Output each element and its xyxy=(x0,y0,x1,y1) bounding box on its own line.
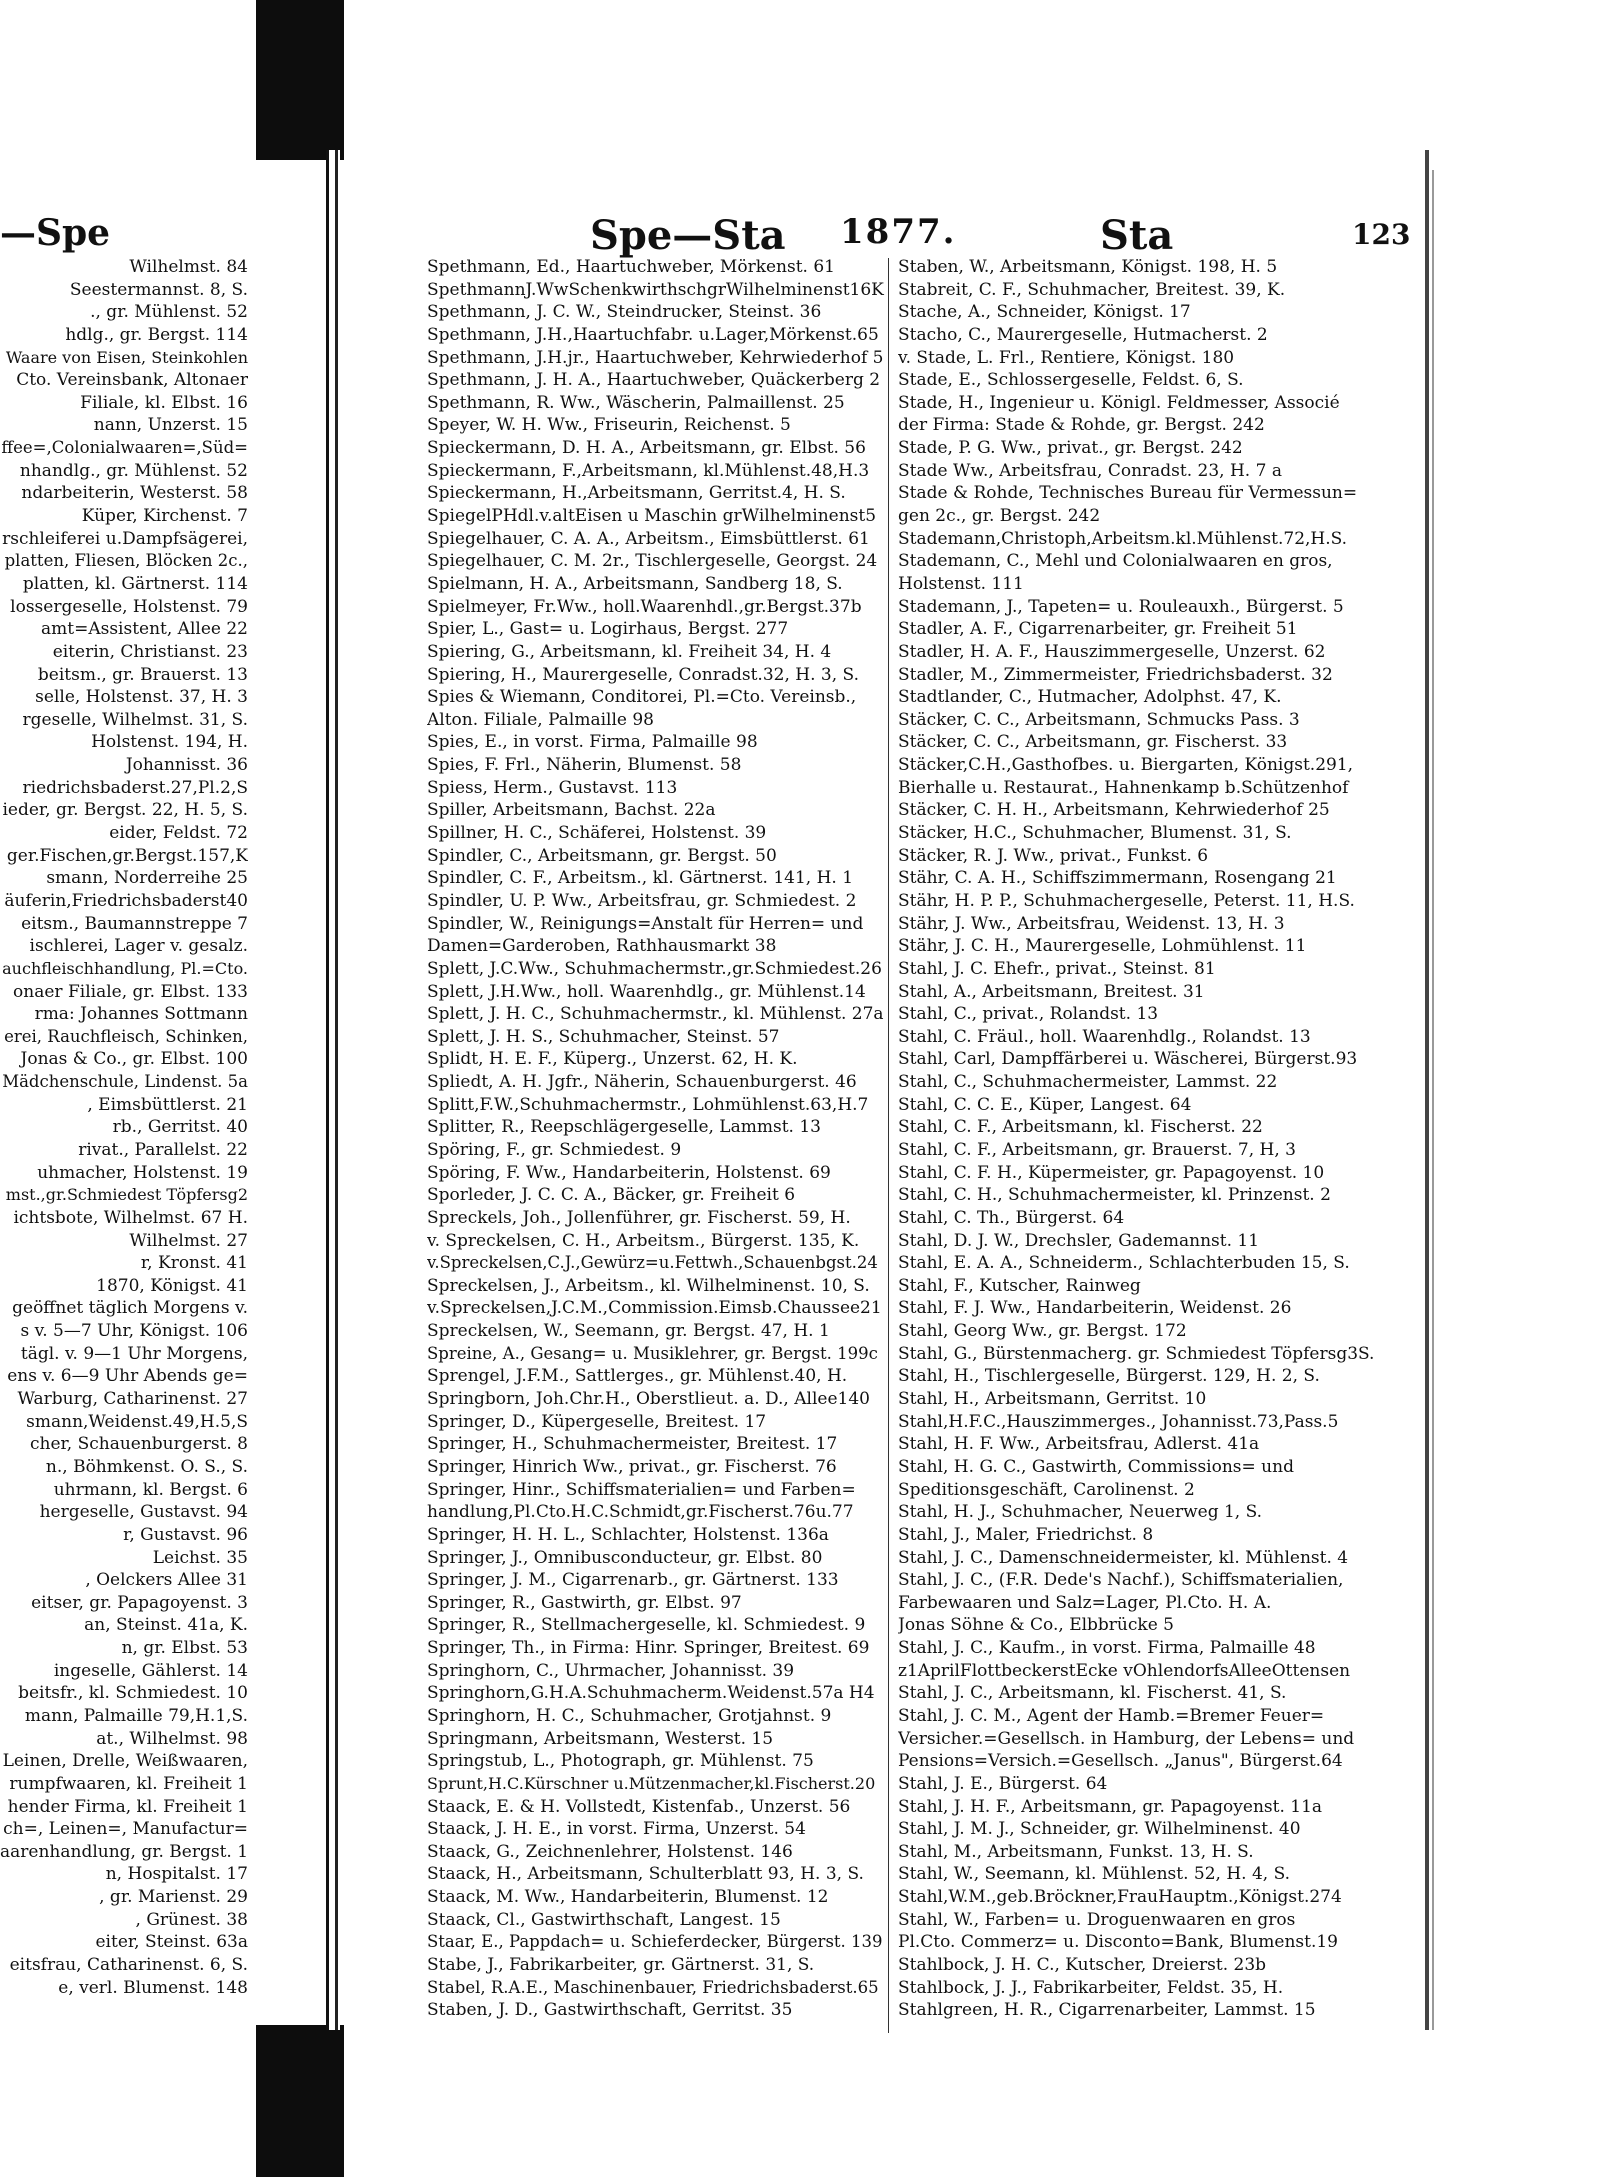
directory-entry-line: Stahl,W.M.,geb.Bröckner,FrauHauptm.,Königst.274 xyxy=(898,1887,1342,1908)
directory-entry-line: Johannisst. 36 xyxy=(125,755,248,776)
directory-entry-line: rumpfwaaren, kl. Freiheit 1 xyxy=(9,1773,248,1794)
directory-entry-line: eitsfrau, Catharinenst. 6, S. xyxy=(9,1955,248,1976)
directory-entry-line: v. Stade, L. Frl., Rentiere, Königst. 180 xyxy=(898,347,1235,368)
directory-entry-line: Stahl, A., Arbeitsmann, Breitest. 31 xyxy=(898,981,1205,1002)
page-number: 123 xyxy=(1352,218,1411,251)
directory-entry-line: Stademann,Christoph,Arbeitsm.kl.Mühlenst.72,H.S. xyxy=(898,528,1348,549)
directory-entry-line: aarenhandlung, gr. Bergst. 1 xyxy=(0,1841,248,1862)
directory-entry-line: Springer, J., Omnibusconducteur, gr. Elbst. 80 xyxy=(427,1547,823,1568)
directory-entry-line: Stahl, W., Farben= u. Droguenwaaren en gros xyxy=(898,1909,1296,1930)
directory-entry-line: Spethmann, J.H.jr., Haartuchweber, Kehrwiederhof 5 xyxy=(427,347,884,368)
directory-entry-line: Stahl, C. H., Schuhmachermeister, kl. Prinzenst. 2 xyxy=(898,1185,1331,1206)
directory-entry-line: geöffnet täglich Morgens v. xyxy=(12,1298,248,1319)
directory-entry-line: Sprunt,H.C.Kürschner u.Mützenmacher,kl.Fischerst.20 xyxy=(427,1773,876,1793)
directory-entry-line: e, verl. Blumenst. 148 xyxy=(58,1977,248,1998)
directory-entry-line: ger.Fischen,gr.Bergst.157,K xyxy=(6,845,248,866)
directory-entry-line: Springhorn, H. C., Schuhmacher, Grotjahnst. 9 xyxy=(427,1706,832,1726)
directory-entry-line: Springer, R., Stellmachergeselle, kl. Schmiedest. 9 xyxy=(427,1615,866,1636)
directory-entry-line: Spies & Wiemann, Conditorei, Pl.=Cto. Vereinsb., xyxy=(427,687,857,708)
directory-entry-line: Stäcker, R. J. Ww., privat., Funkst. 6 xyxy=(898,845,1209,866)
directory-entry-line: Stahl, H. G. C., Gastwirth, Commissions= und xyxy=(898,1456,1294,1477)
directory-entry-line: Spethmann, J.H.,Haartuchfabr. u.Lager,Mörkenst.65 xyxy=(427,324,879,345)
directory-entry-line: Spreckelsen, J., Arbeitsm., kl. Wilhelminenst. 10, S. xyxy=(427,1275,870,1296)
column-divider xyxy=(888,258,889,2033)
directory-entry-line: Speyer, W. H. Ww., Friseurin, Reichenst. 5 xyxy=(427,415,791,436)
directory-entry-line: ndarbeiterin, Westerst. 58 xyxy=(21,483,248,504)
directory-entry-line: Springhorn, C., Uhrmacher, Johannisst. 39 xyxy=(427,1660,795,1681)
left-page-header: —Spe xyxy=(0,212,111,254)
directory-entry-line: at., Wilhelmst. 98 xyxy=(96,1728,248,1749)
directory-entry-line: uhrmann, kl. Bergst. 6 xyxy=(53,1479,248,1500)
binding-shadow-bottom xyxy=(256,2025,344,2177)
directory-entry-line: Spieckermann, H.,Arbeitsmann, Gerritst.4, H. S. xyxy=(427,483,846,504)
directory-entry-line: v. Spreckelsen, C. H., Arbeitsm., Bürgerst. 135, K. xyxy=(427,1230,860,1251)
directory-entry-line: n., Böhmkenst. O. S., S. xyxy=(45,1456,248,1477)
directory-entry-line: hender Firma, kl. Freiheit 1 xyxy=(7,1796,248,1817)
directory-entry-line: Splidt, H. E. F., Küperg., Unzerst. 62, H. K. xyxy=(427,1049,798,1070)
directory-entry-line: rma: Johannes Sottmann xyxy=(34,1004,248,1025)
directory-entry-line: Stadtlander, C., Hutmacher, Adolphst. 47, K. xyxy=(898,687,1282,708)
directory-entry-line: beitsfr., kl. Schmiedest. 10 xyxy=(18,1683,248,1704)
directory-entry-line: erei, Rauchfleisch, Schinken, xyxy=(4,1026,248,1046)
directory-entry-line: Springer, H. H. L., Schlachter, Holstenst. 136a xyxy=(427,1524,829,1545)
directory-entry-line: Spieckermann, D. H. A., Arbeitsmann, gr. Elbst. 56 xyxy=(427,438,866,459)
directory-entry-line: Stahl, F. J. Ww., Handarbeiterin, Weidenst. 26 xyxy=(898,1298,1292,1319)
directory-entry-line: Staben, J. D., Gastwirthschaft, Gerritst. 35 xyxy=(427,2000,793,2021)
directory-entry-line: Staar, E., Pappdach= u. Schieferdecker, Bürgerst. 139 xyxy=(427,1932,883,1952)
directory-entry-line: Spiller, Arbeitsmann, Bachst. 22a xyxy=(427,800,716,821)
directory-entry-line: Stahl, C. F., Arbeitsmann, gr. Brauerst. 7, H, 3 xyxy=(898,1139,1296,1160)
directory-entry-line: Splitter, R., Reepschlägergeselle, Lammst. 13 xyxy=(427,1117,821,1138)
directory-entry-line: r, Kronst. 41 xyxy=(140,1253,248,1274)
directory-entry-line: Stahl, G., Bürstenmacherg. gr. Schmiedest Töpfersg3S. xyxy=(898,1343,1375,1364)
right-column xyxy=(898,256,1423,2022)
directory-entry-line: eiter, Steinst. 63a xyxy=(95,1932,248,1953)
directory-entry-line: , Grünest. 38 xyxy=(135,1909,248,1930)
directory-entry-line: 1870, Königst. 41 xyxy=(96,1275,248,1296)
directory-entry-line: Jonas Söhne & Co., Elbbrücke 5 xyxy=(898,1615,1174,1636)
directory-entry-line: Pensions=Versich.=Gesellsch. „Janus", Bürgerst.64 xyxy=(898,1751,1343,1772)
directory-entry-line: der Firma: Stade & Rohde, gr. Bergst. 242 xyxy=(898,415,1265,436)
directory-entry-line: onaer Filiale, gr. Elbst. 133 xyxy=(13,981,248,1002)
directory-entry-line: Alton. Filiale, Palmaille 98 xyxy=(427,709,654,730)
page-edge-line xyxy=(1425,150,1429,2030)
directory-entry-line: Stademann, C., Mehl und Colonialwaaren en gros, xyxy=(898,551,1333,572)
directory-entry-line: mst.,gr.Schmiedest Töpfersg2 xyxy=(5,1185,248,1205)
directory-entry-line: tägl. v. 9—1 Uhr Morgens, xyxy=(20,1343,248,1364)
binding-shadow-top xyxy=(256,0,344,160)
directory-entry-line: Springmann, Arbeitsmann, Westerst. 15 xyxy=(427,1728,774,1749)
directory-entry-line: Spindler, W., Reinigungs=Anstalt für Herren= und xyxy=(427,913,864,934)
directory-entry-line: Stahl, J. C. Ehefr., privat., Steinst. 81 xyxy=(898,958,1216,979)
directory-entry-line: Spethmann, Ed., Haartuchweber, Mörkenst. 61 xyxy=(427,257,835,277)
directory-entry-line: uhmacher, Holstenst. 19 xyxy=(37,1162,248,1183)
directory-entry-line: Springer, Hinr., Schiffsmaterialien= und Farben= xyxy=(427,1479,856,1500)
directory-entry-line: r, Gustavst. 96 xyxy=(123,1524,248,1545)
directory-entry-line: Spies, F. Frl., Näherin, Blumenst. 58 xyxy=(427,755,742,776)
directory-entry-line: Stäcker,C.H.,Gasthofbes. u. Biergarten, Königst.291, xyxy=(898,755,1354,776)
directory-entry-line: Filiale, kl. Elbst. 16 xyxy=(80,392,248,413)
directory-entry-line: Stadler, A. F., Cigarrenarbeiter, gr. Freiheit 51 xyxy=(898,619,1298,640)
directory-entry-line: mann, Palmaille 79,H.1,S. xyxy=(24,1706,248,1726)
directory-entry-line: ens v. 6—9 Uhr Abends ge= xyxy=(7,1366,248,1387)
directory-entry-line: eitsm., Baumannstreppe 7 xyxy=(21,913,248,934)
directory-entry-line: Wilhelmst. 27 xyxy=(129,1230,248,1251)
directory-entry-line: Stabel, R.A.E., Maschinenbauer, Friedrichsbaderst.65 xyxy=(427,1977,879,1997)
directory-entry-line: Spethmann, J. H. A., Haartuchweber, Quäckerberg 2 xyxy=(427,370,881,391)
directory-entry-line: Stahl, C., privat., Rolandst. 13 xyxy=(898,1004,1159,1025)
directory-entry-line: ingeselle, Gählerst. 14 xyxy=(53,1660,248,1681)
directory-entry-line: Stahl, C. F., Arbeitsmann, kl. Fischerst. 22 xyxy=(898,1117,1263,1138)
directory-entry-line: Spethmann, J. C. W., Steindrucker, Steinst. 36 xyxy=(427,302,822,323)
directory-entry-line: Leichst. 35 xyxy=(152,1547,248,1568)
directory-entry-line: Stahl, W., Seemann, kl. Mühlenst. 52, H. 4, S. xyxy=(898,1864,1291,1885)
directory-entry-line: Springer, Th., in Firma: Hinr. Springer, Breitest. 69 xyxy=(427,1638,870,1659)
directory-entry-line: Stahl, C. C. E., Küper, Langest. 64 xyxy=(898,1094,1192,1115)
directory-entry-line: Stahl, J. C., Kaufm., in vorst. Firma, Palmaille 48 xyxy=(898,1638,1316,1659)
directory-entry-line: Spliedt, A. H. Jgfr., Näherin, Schauenburgerst. 46 xyxy=(427,1072,857,1093)
directory-entry-line: Stähr, J. Ww., Arbeitsfrau, Weidenst. 13, H. 3 xyxy=(898,913,1285,934)
directory-entry-line: Spindler, U. P. Ww., Arbeitsfrau, gr. Schmiedest. 2 xyxy=(427,890,857,911)
directory-entry-line: Stahl, H., Tischlergeselle, Bürgerst. 129, H. 2, S. xyxy=(898,1366,1320,1387)
directory-entry-line: Wilhelmst. 84 xyxy=(129,257,248,277)
directory-entry-line: ffee=,Colonialwaaren=,Süd= xyxy=(1,438,248,458)
directory-entry-line: Versicher.=Gesellsch. in Hamburg, der Lebens= und xyxy=(898,1728,1355,1749)
directory-entry-line: Stahlbock, J. J., Fabrikarbeiter, Feldst. 35, H. xyxy=(898,1977,1284,1998)
directory-entry-line: Stabe, J., Fabrikarbeiter, gr. Gärtnerst. 31, S. xyxy=(427,1955,815,1976)
directory-entry-line: Sporleder, J. C. C. A., Bäcker, gr. Freiheit 6 xyxy=(427,1185,796,1206)
directory-entry-line: n, Hospitalst. 17 xyxy=(105,1864,248,1885)
directory-entry-line: Stahl, H. J., Schuhmacher, Neuerweg 1, S. xyxy=(898,1502,1263,1523)
directory-entry-line: rivat., Parallelst. 22 xyxy=(78,1139,248,1160)
directory-entry-line: lossergeselle, Holstenst. 79 xyxy=(10,596,248,617)
directory-entry-line: Küper, Kirchenst. 7 xyxy=(81,506,248,527)
directory-entry-line: Staack, J. H. E., in vorst. Firma, Unzerst. 54 xyxy=(427,1819,806,1840)
directory-entry-line: Stahl, C. F. H., Küpermeister, gr. Papagoyenst. 10 xyxy=(898,1162,1325,1183)
directory-entry-line: Stahl, J. C., Damenschneidermeister, kl. Mühlenst. 4 xyxy=(898,1547,1349,1568)
directory-entry-line: hdlg., gr. Bergst. 114 xyxy=(65,324,248,345)
directory-entry-line: Stade, E., Schlossergeselle, Feldst. 6, S. xyxy=(898,370,1244,391)
directory-entry-line: Bierhalle u. Restaurat., Hahnenkamp b.Schützenhof xyxy=(898,777,1349,798)
directory-entry-line: Spreine, A., Gesang= u. Musiklehrer, gr. Bergst. 199c xyxy=(427,1343,878,1363)
directory-entry-line: Stade & Rohde, Technisches Bureau für Vermessun= xyxy=(898,483,1358,504)
directory-entry-line: smann, Norderreihe 25 xyxy=(46,868,248,889)
directory-entry-line: , Eimsbüttlerst. 21 xyxy=(87,1094,248,1115)
directory-entry-line: Spiegelhauer, C. A. A., Arbeitsm., Eimsbüttlerst. 61 xyxy=(427,528,870,549)
directory-entry-line: eider, Feldst. 72 xyxy=(109,823,248,844)
directory-entry-line: handlung,Pl.Cto.H.C.Schmidt,gr.Fischerst.76u.77 xyxy=(427,1502,854,1523)
directory-entry-line: Speditionsgeschäft, Carolinenst. 2 xyxy=(898,1479,1195,1500)
directory-entry-line: Stahl, Georg Ww., gr. Bergst. 172 xyxy=(898,1321,1187,1342)
directory-entry-line: Holstenst. 194, H. xyxy=(91,732,248,753)
directory-entry-line: selle, Holstenst. 37, H. 3 xyxy=(35,687,248,708)
directory-entry-line: eitser, gr. Papagoyenst. 3 xyxy=(31,1592,248,1613)
directory-entry-line: Stähr, H. P. P., Schuhmachergeselle, Peterst. 11, H.S. xyxy=(898,890,1355,911)
directory-entry-line: Damen=Garderoben, Rathhausmarkt 38 xyxy=(427,936,777,957)
directory-entry-line: rgeselle, Wilhelmst. 31, S. xyxy=(22,709,248,730)
directory-entry-line: nhandlg., gr. Mühlenst. 52 xyxy=(19,460,248,481)
directory-entry-line: Waare von Eisen, Steinkohlen xyxy=(5,347,248,367)
directory-entry-line: ieder, gr. Bergst. 22, H. 5, S. xyxy=(2,800,248,821)
directory-entry-line: SpiegelPHdl.v.altEisen u Maschin grWilhelminenst5 xyxy=(427,506,877,527)
directory-entry-line: Stahl, C. Th., Bürgerst. 64 xyxy=(898,1207,1125,1228)
directory-entry-line: Stahl, J. E., Bürgerst. 64 xyxy=(898,1773,1108,1794)
directory-entry-line: Springer, H., Schuhmachermeister, Breitest. 17 xyxy=(427,1434,838,1455)
directory-entry-line: Spöring, F. Ww., Handarbeiterin, Holstenst. 69 xyxy=(427,1162,831,1183)
directory-entry-line: Stahl, J. C., Arbeitsmann, kl. Fischerst. 41, S. xyxy=(898,1683,1287,1704)
directory-entry-line: Springer, Hinrich Ww., privat., gr. Fischerst. 76 xyxy=(427,1456,837,1477)
directory-entry-line: Mädchenschule, Lindenst. 5a xyxy=(2,1072,248,1092)
directory-entry-line: Spindler, C., Arbeitsmann, gr. Bergst. 50 xyxy=(427,845,777,866)
directory-entry-line: Springborn, Joh.Chr.H., Oberstlieut. a. D., Allee140 xyxy=(427,1389,870,1410)
page-gutter xyxy=(326,150,340,2030)
directory-entry-line: Splitt,F.W.,Schuhmachermstr., Lohmühlenst.63,H.7 xyxy=(427,1094,869,1115)
directory-entry-line: Stahl, H. F. Ww., Arbeitsfrau, Adlerst. 41a xyxy=(898,1434,1260,1455)
directory-entry-line: Stache, A., Schneider, Königst. 17 xyxy=(898,302,1191,323)
directory-entry-line: riedrichsbaderst.27,Pl.2,S xyxy=(22,777,248,798)
directory-entry-line: nann, Unzerst. 15 xyxy=(93,415,248,436)
directory-entry-line: Farbewaaren und Salz=Lager, Pl.Cto. H. A. xyxy=(898,1592,1272,1613)
directory-entry-line: Staack, Cl., Gastwirthschaft, Langest. 15 xyxy=(427,1909,781,1930)
directory-entry-line: Spethmann, R. Ww., Wäscherin, Palmaillenst. 25 xyxy=(427,392,845,413)
directory-entry-line: Stahlgreen, H. R., Cigarrenarbeiter, Lammst. 15 xyxy=(898,2000,1316,2021)
directory-entry-line: Leinen, Drelle, Weißwaaren, xyxy=(2,1751,248,1772)
directory-entry-line: s v. 5—7 Uhr, Königst. 106 xyxy=(20,1321,248,1342)
directory-entry-line: Stade, P. G. Ww., privat., gr. Bergst. 242 xyxy=(898,438,1243,459)
directory-entry-line: Spiering, G., Arbeitsmann, kl. Freiheit 34, H. 4 xyxy=(427,641,832,662)
directory-entry-line: ischlerei, Lager v. gesalz. xyxy=(29,936,248,957)
directory-entry-line: Stähr, C. A. H., Schiffszimmermann, Rosengang 21 xyxy=(898,868,1337,889)
directory-entry-line: Staack, H., Arbeitsmann, Schulterblatt 93, H. 3, S. xyxy=(427,1864,864,1885)
directory-entry-line: Staack, M. Ww., Handarbeiterin, Blumenst. 12 xyxy=(427,1887,829,1908)
directory-entry-line: Spielmann, H. A., Arbeitsmann, Sandberg 18, S. xyxy=(427,573,843,594)
directory-entry-line: Cto. Vereinsbank, Altonaer xyxy=(16,370,248,391)
directory-entry-line: Springer, R., Gastwirth, gr. Elbst. 97 xyxy=(427,1592,742,1613)
directory-entry-line: SpethmannJ.WwSchenkwirthschgrWilhelminenst16K xyxy=(427,279,884,300)
directory-entry-line: Staack, E. & H. Vollstedt, Kistenfab., Unzerst. 56 xyxy=(427,1796,851,1817)
directory-entry-line: ., gr. Mühlenst. 52 xyxy=(90,302,248,323)
directory-entry-line: Spies, E., in vorst. Firma, Palmaille 98 xyxy=(427,732,758,753)
directory-entry-line: auchfleischhandlung, Pl.=Cto. xyxy=(2,958,248,978)
directory-entry-line: Stahl, D. J. W., Drechsler, Gademannst. 11 xyxy=(898,1230,1260,1251)
directory-entry-line: Jonas & Co., gr. Elbst. 100 xyxy=(20,1049,248,1070)
directory-entry-line: Warburg, Catharinenst. 27 xyxy=(17,1389,248,1410)
directory-entry-line: Stademann, J., Tapeten= u. Rouleauxh., Bürgerst. 5 xyxy=(898,596,1344,617)
directory-entry-line: Splett, J.H.Ww., holl. Waarenhdlg., gr. Mühlenst.14 xyxy=(427,981,866,1002)
directory-entry-line: Stäcker, H.C., Schuhmacher, Blumenst. 31, S. xyxy=(898,823,1292,844)
directory-entry-line: Spiess, Herm., Gustavst. 113 xyxy=(427,777,678,798)
directory-entry-line: Stäcker, C. H. H., Arbeitsmann, Kehrwiederhof 25 xyxy=(898,800,1330,821)
directory-entry-line: Stahl, C., Schuhmachermeister, Lammst. 22 xyxy=(898,1072,1278,1093)
directory-entry-line: Stahl, J. C., (F.R. Dede's Nachf.), Schiffsmaterialien, xyxy=(898,1570,1344,1591)
directory-entry-line: rschleiferei u.Dampfsägerei, xyxy=(2,528,248,549)
directory-entry-line: Stahl, J. M. J., Schneider, gr. Wilhelminenst. 40 xyxy=(898,1819,1301,1840)
left-page-column xyxy=(0,256,248,1999)
directory-entry-line: v.Spreckelsen,C.J.,Gewürz=u.Fettwh.,Schauenbgst.24 xyxy=(427,1253,878,1273)
directory-entry-line: Holstenst. 111 xyxy=(898,573,1024,594)
directory-entry-line: Stahl, J. C. M., Agent der Hamb.=Bremer Feuer= xyxy=(898,1706,1325,1726)
directory-entry-line: smann,Weidenst.49,H.5,S xyxy=(26,1411,248,1432)
directory-entry-line: z1AprilFlottbeckerstEcke vOhlendorfsAlleeOttensen xyxy=(898,1660,1351,1681)
page-edge-line-outer xyxy=(1432,170,1434,2030)
directory-entry-line: rb., Gerritst. 40 xyxy=(112,1117,248,1138)
running-header-year: 1877. xyxy=(840,212,957,252)
directory-entry-line: an, Steinst. 41a, K. xyxy=(84,1615,248,1636)
directory-entry-line: Stahl, J. H. F., Arbeitsmann, gr. Papagoyenst. 11a xyxy=(898,1796,1323,1817)
directory-entry-line: Sprengel, J.F.M., Sattlerges., gr. Mühlenst.40, H. xyxy=(427,1366,848,1387)
directory-entry-line: n, gr. Elbst. 53 xyxy=(121,1638,248,1659)
directory-entry-line: Spindler, C. F., Arbeitsm., kl. Gärtnerst. 141, H. 1 xyxy=(427,868,854,889)
directory-entry-line: gen 2c., gr. Bergst. 242 xyxy=(898,506,1101,527)
directory-entry-line: Spielmeyer, Fr.Ww., holl.Waarenhdl.,gr.Bergst.37b xyxy=(427,596,862,617)
directory-entry-line: ch=, Leinen=, Manufactur= xyxy=(3,1819,248,1840)
directory-entry-line: Springer, D., Küpergeselle, Breitest. 17 xyxy=(427,1411,767,1432)
directory-entry-line: platten, Fliesen, Blöcken 2c., xyxy=(4,551,248,571)
directory-entry-line: Splett, J.C.Ww., Schuhmachermstr.,gr.Schmiedest.26 xyxy=(427,958,882,979)
directory-entry-line: Stade Ww., Arbeitsfrau, Conradst. 23, H. 7 a xyxy=(898,460,1282,481)
directory-entry-line: Stähr, J. C. H., Maurergeselle, Lohmühlenst. 11 xyxy=(898,936,1307,957)
directory-entry-line: Spier, L., Gast= u. Logirhaus, Bergst. 277 xyxy=(427,619,789,640)
directory-entry-line: Spreckels, Joh., Jollenführer, gr. Fischerst. 59, H. xyxy=(427,1207,851,1228)
directory-entry-line: ichtsbote, Wilhelmst. 67 H. xyxy=(13,1207,248,1228)
directory-entry-line: Splett, J. H. C., Schuhmachermstr., kl. Mühlenst. 27a xyxy=(427,1004,884,1025)
directory-entry-line: Stahl, C. Fräul., holl. Waarenhdlg., Rolandst. 13 xyxy=(898,1026,1311,1047)
directory-entry-line: , gr. Marienst. 29 xyxy=(99,1887,248,1908)
directory-entry-line: Stacho, C., Maurergeselle, Hutmacherst. 2 xyxy=(898,324,1268,345)
directory-entry-line: Pl.Cto. Commerz= u. Disconto=Bank, Blumenst.19 xyxy=(898,1932,1338,1953)
directory-entry-line: platten, kl. Gärtnerst. 114 xyxy=(22,573,248,594)
directory-entry-line: Stahl, Carl, Dampffärberei u. Wäscherei, Bürgerst.93 xyxy=(898,1049,1358,1070)
directory-entry-line: Spiegelhauer, C. M. 2r., Tischlergeselle, Georgst. 24 xyxy=(427,551,878,572)
directory-entry-line: Stadler, M., Zimmermeister, Friedrichsbaderst. 32 xyxy=(898,664,1333,685)
directory-entry-line: beitsm., gr. Brauerst. 13 xyxy=(37,664,248,685)
directory-entry-line: eiterin, Christianst. 23 xyxy=(52,641,248,662)
directory-entry-line: Stäcker, C. C., Arbeitsmann, gr. Fischerst. 33 xyxy=(898,732,1288,753)
directory-entry-line: Stahl,H.F.C.,Hauszimmerges., Johannisst.73,Pass.5 xyxy=(898,1411,1339,1432)
directory-entry-line: Springstub, L., Photograph, gr. Mühlenst. 75 xyxy=(427,1751,814,1772)
directory-entry-line: Stadler, H. A. F., Hauszimmergeselle, Unzerst. 62 xyxy=(898,641,1326,662)
directory-entry-line: Springer, J. M., Cigarrenarb., gr. Gärtnerst. 133 xyxy=(427,1570,839,1591)
directory-entry-line: Stabreit, C. F., Schuhmacher, Breitest. 39, K. xyxy=(898,279,1286,300)
directory-entry-line: Springhorn,G.H.A.Schuhmacherm.Weidenst.57a H4 xyxy=(427,1683,875,1704)
directory-entry-line: , Oelckers Allee 31 xyxy=(85,1570,248,1591)
directory-entry-line: Stahlbock, J. H. C., Kutscher, Dreierst. 23b xyxy=(898,1955,1267,1976)
directory-entry-line: äuferin,Friedrichsbaderst40 xyxy=(4,890,248,911)
running-header-right: Sta xyxy=(1100,212,1174,259)
directory-entry-line: Stahl, M., Arbeitsmann, Funkst. 13, H. S. xyxy=(898,1841,1254,1862)
directory-entry-line: amt=Assistent, Allee 22 xyxy=(40,619,248,640)
directory-entry-line: cher, Schauenburgerst. 8 xyxy=(29,1434,248,1455)
directory-entry-line: Staack, G., Zeichnenlehrer, Holstenst. 146 xyxy=(427,1841,793,1862)
directory-entry-line: Spöring, F., gr. Schmiedest. 9 xyxy=(427,1139,682,1160)
directory-entry-line: Stade, H., Ingenieur u. Königl. Feldmesser, Associé xyxy=(898,392,1340,413)
directory-entry-line: Spillner, H. C., Schäferei, Holstenst. 39 xyxy=(427,823,767,844)
directory-entry-line: Spiering, H., Maurergeselle, Conradst.32, H. 3, S. xyxy=(427,664,859,685)
directory-entry-line: Stahl, F., Kutscher, Rainweg xyxy=(898,1275,1141,1296)
directory-entry-line: Stäcker, C. C., Arbeitsmann, Schmucks Pass. 3 xyxy=(898,709,1300,730)
directory-entry-line: Stahl, E. A. A., Schneiderm., Schlachterbuden 15, S. xyxy=(898,1253,1350,1274)
directory-entry-line: Splett, J. H. S., Schuhmacher, Steinst. 57 xyxy=(427,1026,780,1047)
middle-column xyxy=(427,256,887,2022)
running-header-range: Spe—Sta xyxy=(590,212,786,259)
directory-entry-line: Stahl, H., Arbeitsmann, Gerritst. 10 xyxy=(898,1389,1207,1410)
directory-entry-line: v.Spreckelsen,J.C.M.,Commission.Eimsb.Chaussee21 xyxy=(427,1298,882,1319)
directory-entry-line: hergeselle, Gustavst. 94 xyxy=(39,1502,248,1523)
directory-entry-line: Seestermannst. 8, S. xyxy=(69,279,248,300)
directory-entry-line: Spreckelsen, W., Seemann, gr. Bergst. 47, H. 1 xyxy=(427,1321,830,1342)
directory-entry-line: Staben, W., Arbeitsmann, Königst. 198, H. 5 xyxy=(898,257,1278,277)
directory-entry-line: Stahl, J., Maler, Friedrichst. 8 xyxy=(898,1524,1154,1545)
directory-entry-line: Spieckermann, F.,Arbeitsmann, kl.Mühlenst.48,H.3 xyxy=(427,460,870,481)
